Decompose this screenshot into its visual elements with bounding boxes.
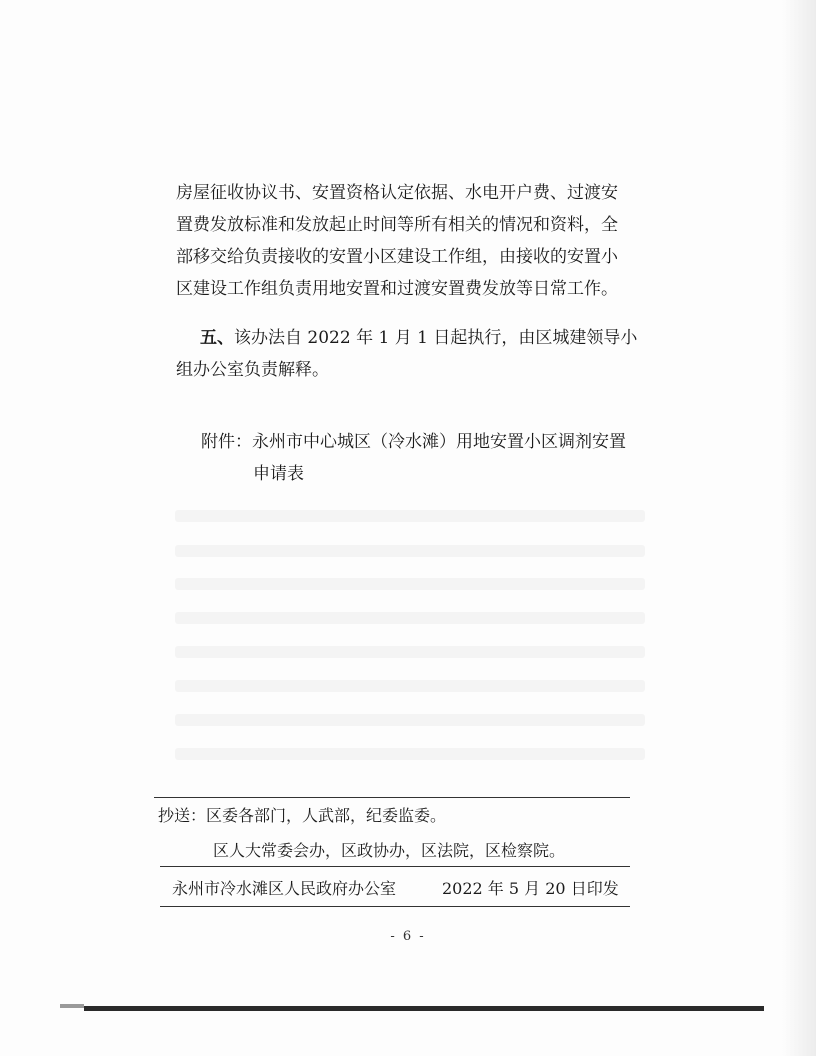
bleed-through-mark [175,680,645,692]
footer-divider-top [154,797,630,798]
issuer-name: 永州市冷水滩区人民政府办公室 [172,879,397,898]
cc-recipients-2: 区人大常委会办，区政协办，区法院，区检察院。 [213,841,566,860]
clause-five [176,325,638,384]
page-number: - 6 - [390,929,426,944]
clause-text-line2: 组办公室负责解释。 [176,360,329,380]
bleed-through-mark [175,510,645,522]
attachment-block [201,429,641,488]
body-line: 置费发放标准和发放起止时间等所有相关的情况和资料，全 [176,215,618,235]
scan-edge-mark [60,1004,84,1008]
cc-label: 抄送： [158,806,207,825]
footer-divider-middle [160,866,630,867]
clause-number: 五、 [200,328,234,348]
bleed-through-mark [175,545,645,557]
bleed-through-mark [175,714,645,726]
scan-bottom-edge [84,1006,764,1011]
clause-text: 该办法自 2022 年 1 月 1 日起执行，由区城建领导小 [234,328,638,348]
bleed-through-mark [175,612,645,624]
bleed-through-mark [175,646,645,658]
attachment-title: 永州市中心城区（冷水滩）用地安置小区调剂安置 [252,432,626,452]
scan-shadow [782,0,816,1056]
footer-divider-bottom [160,906,630,907]
cc-recipients-1: 区委各部门，人武部，纪委监委。 [206,806,447,825]
attachment-label: 附件： [201,432,252,452]
body-line: 区建设工作组负责用地安置和过渡安置费发放等日常工作。 [176,279,618,299]
attachment-title-line2: 申请表 [253,464,304,484]
cc-line1 [158,803,446,826]
bleed-through-mark [175,748,645,760]
body-line: 部移交给负责接收的安置小区建设工作组，由接收的安置小 [176,247,618,267]
body-line: 房屋征收协议书、安置资格认定依据、水电开户费、过渡安 [176,183,618,203]
body-paragraph [176,180,638,303]
issue-date: 2022 年 5 月 20 日印发 [442,879,619,898]
bleed-through-mark [175,578,645,590]
